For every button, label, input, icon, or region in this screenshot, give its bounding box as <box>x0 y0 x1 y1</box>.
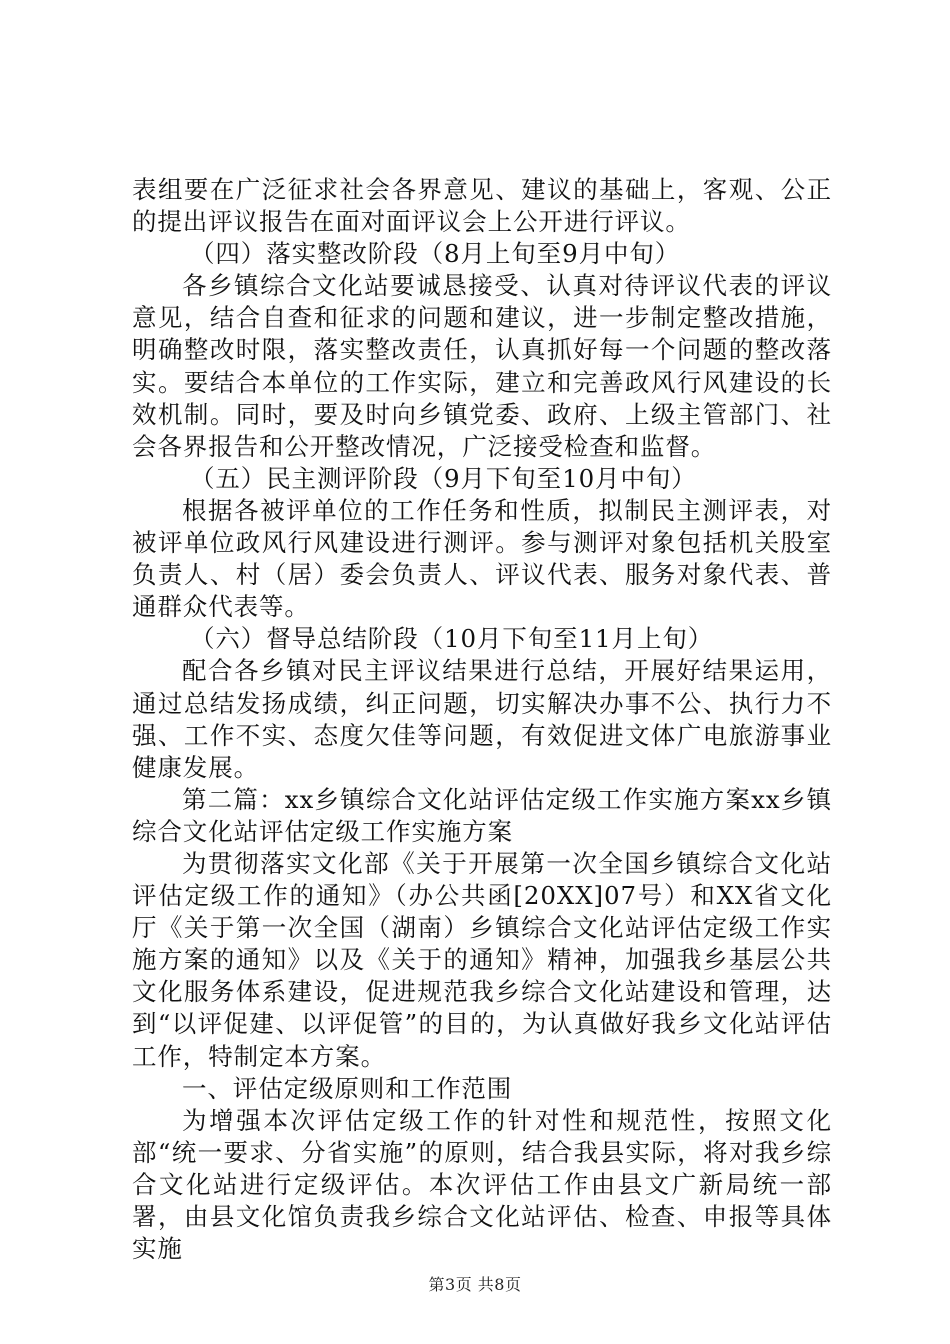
chapter-two-title: 第二篇：xx乡镇综合文化站评估定级工作实施方案xx乡镇综合文化站评估定级工作实施方案 <box>132 784 832 846</box>
paragraph-purpose: 为贯彻落实文化部《关于开展第一次全国乡镇综合文化站评估定级工作的通知》（办公共函[20XX]07号）和XX省文化厅《关于第一次全国（湖南）乡镇综合文化站评估定级工作实施方案的通知》以及《关于的通知》精神，加强我乡基层公共文化服务体系建设，促进规范我乡综合文化站建设和管理，达到“以评促建、以评促管”的目的，为认真做好我乡文化站评估工作，特制定本方案。 <box>132 848 832 1071</box>
section-heading-6: （六）督导总结阶段（10月下旬至11月上旬） <box>190 624 714 654</box>
paragraph-principles: 为增强本次评估定级工作的针对性和规范性，按照文化部“统一要求、分省实施”的原则，结合我县实际，将对我乡综合文化站进行定级评估。本次评估工作由县文广新局统一部署，由县文化馆负责我乡综合文化站评估、检查、申报等具体实施 <box>132 1105 832 1264</box>
document-body <box>132 174 832 1265</box>
paragraph-evaluation: 根据各被评单位的工作任务和性质，拟制民主测评表，对被评单位政风行风建设进行测评。参与测评对象包括机关股室负责人、村（居）委会负责人、评议代表、服务对象代表、普通群众代表等。 <box>132 495 832 622</box>
section-heading-principles: 一、评估定级原则和工作范围 <box>182 1073 513 1103</box>
section-heading-5: （五）民主测评阶段（9月下旬至10月中旬） <box>190 463 697 493</box>
page-number-footer: 第3页 共8页 <box>428 1275 522 1294</box>
paragraph-rectification: 各乡镇综合文化站要诚恳接受、认真对待评议代表的评议意见，结合自查和征求的问题和建议，进一步制定整改措施，明确整改时限，落实整改责任，认真抓好每一个问题的整改落实。要结合本单位的工作实际，建立和完善政风行风建设的长效机制。同时，要及时向乡镇党委、政府、上级主管部门、社会各界报告和公开整改情况，广泛接受检查和监督。 <box>132 271 832 461</box>
section-heading-4: （四）落实整改阶段（8月上旬至9月中旬） <box>190 239 681 269</box>
paragraph-summary: 配合各乡镇对民主评议结果进行总结，开展好结果运用，通过总结发扬成绩，纠正问题，切实解决办事不公、执行力不强、工作不实、态度欠佳等问题，有效促进文体广电旅游事业健康发展。 <box>132 656 832 782</box>
paragraph-continued: 表组要在广泛征求社会各界意见、建议的基础上，客观、公正的提出评议报告在面对面评议会上公开进行评议。 <box>132 175 832 237</box>
